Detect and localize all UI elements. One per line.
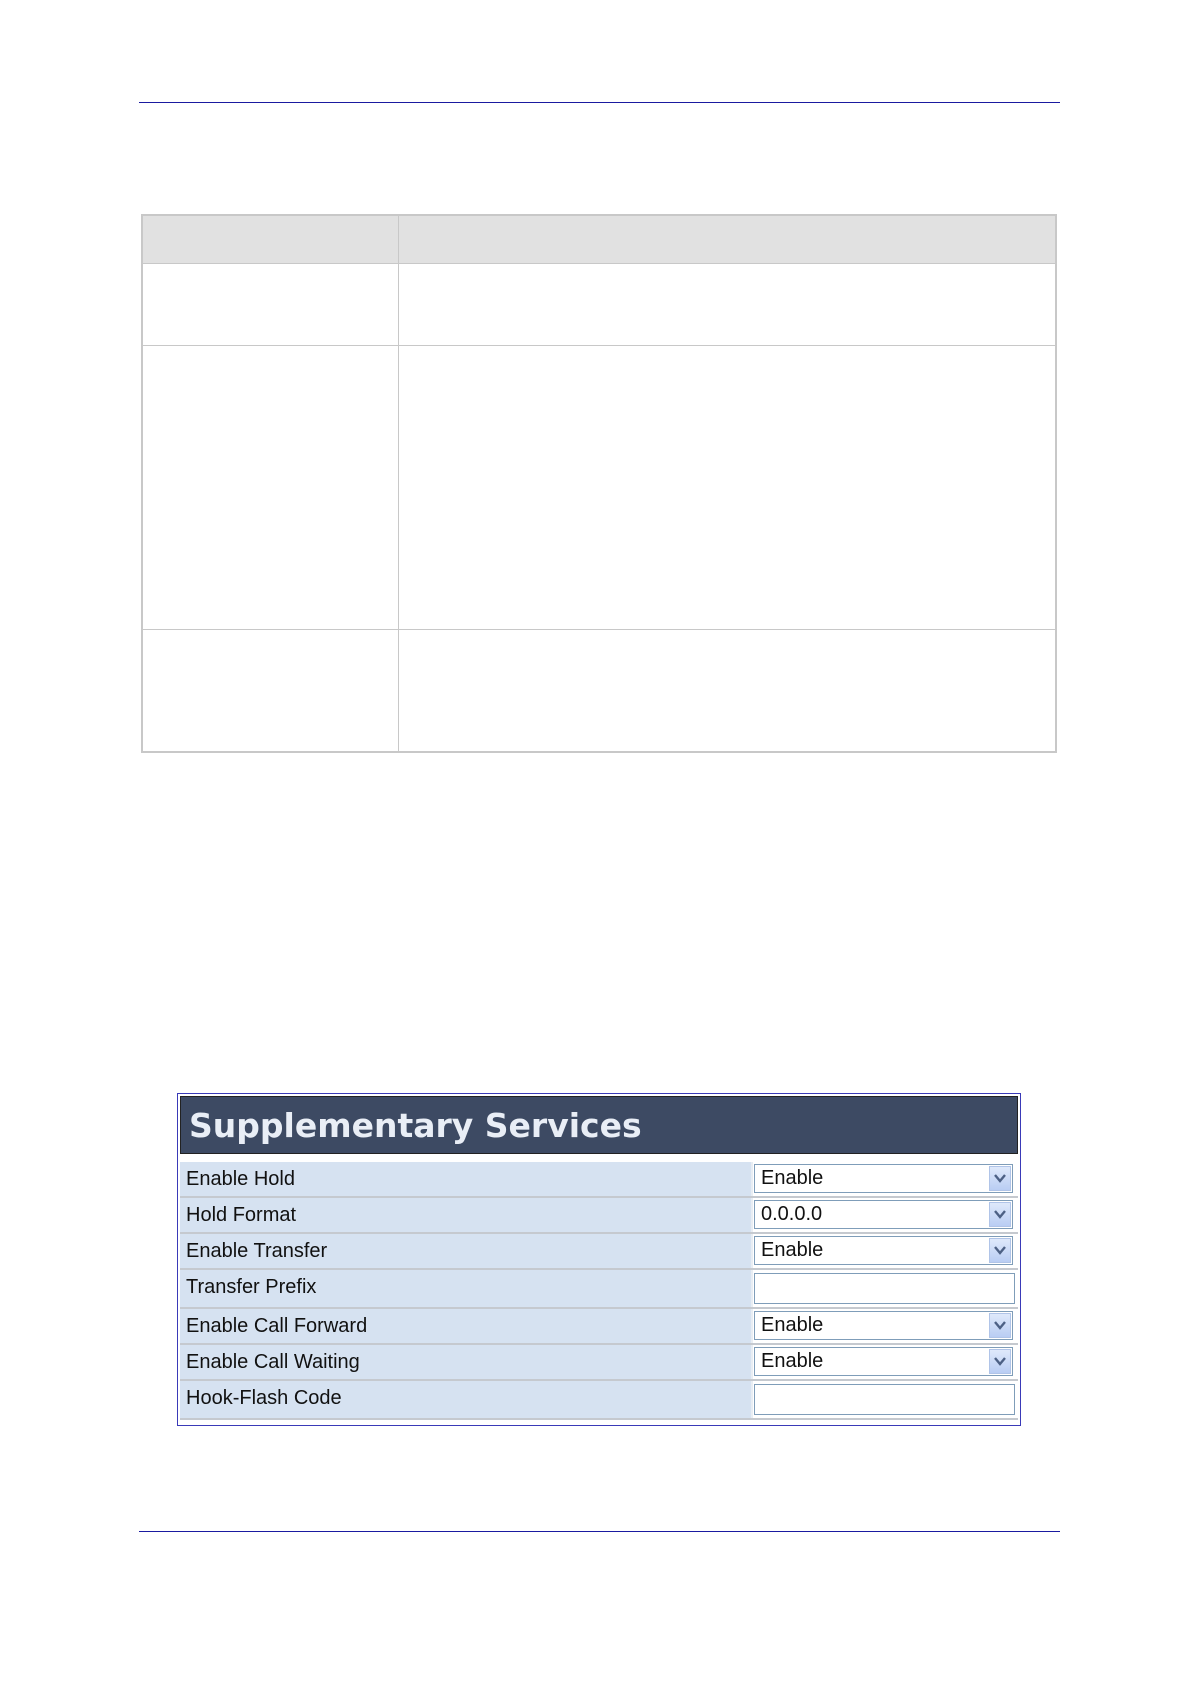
- setting-label: Enable Call Waiting: [180, 1345, 753, 1379]
- table-header-cell-parameter: [142, 215, 399, 264]
- select-value: 0.0.0.0: [761, 1203, 823, 1225]
- table-cell: [142, 264, 399, 346]
- table-cell: [142, 346, 399, 630]
- table-row: [142, 630, 1056, 752]
- chevron-down-icon[interactable]: [989, 1166, 1011, 1191]
- setting-row-enable-call-forward: [180, 1309, 1018, 1345]
- setting-row-hook-flash-code: [180, 1381, 1018, 1420]
- enable-call-waiting-select[interactable]: [754, 1347, 1013, 1376]
- panel-title: Supplementary Services: [180, 1096, 1018, 1154]
- footer-rule: [139, 1531, 1060, 1532]
- chevron-down-icon[interactable]: [989, 1238, 1011, 1263]
- setting-row-transfer-prefix: [180, 1270, 1018, 1309]
- select-value: Enable: [761, 1239, 824, 1261]
- table-row: [142, 264, 1056, 346]
- select-value: Enable: [761, 1350, 824, 1372]
- setting-label: Transfer Prefix: [180, 1270, 753, 1307]
- table-cell: [399, 346, 1057, 630]
- select-value: Enable: [761, 1167, 824, 1189]
- select-value: Enable: [761, 1314, 824, 1336]
- enable-call-forward-select[interactable]: [754, 1311, 1013, 1340]
- chevron-down-icon[interactable]: [989, 1313, 1011, 1338]
- table-cell: [399, 264, 1057, 346]
- table-cell: [142, 630, 399, 752]
- setting-label: Hook-Flash Code: [180, 1381, 753, 1418]
- supplementary-services-panel: [177, 1093, 1021, 1426]
- table-cell: [399, 630, 1057, 752]
- setting-label: Enable Transfer: [180, 1234, 753, 1268]
- setting-label: Enable Hold: [180, 1162, 753, 1196]
- parameter-table: [141, 214, 1057, 753]
- enable-hold-select[interactable]: [754, 1164, 1013, 1193]
- hook-flash-code-input[interactable]: [754, 1384, 1015, 1415]
- chevron-down-icon[interactable]: [989, 1202, 1011, 1227]
- setting-label: Enable Call Forward: [180, 1309, 753, 1343]
- setting-row-enable-hold: [180, 1162, 1018, 1198]
- setting-label: Hold Format: [180, 1198, 753, 1232]
- table-header-row: [142, 215, 1056, 264]
- header-rule: [139, 102, 1060, 103]
- chevron-down-icon[interactable]: [989, 1349, 1011, 1374]
- table-header-cell-description: [399, 215, 1057, 264]
- enable-transfer-select[interactable]: [754, 1236, 1013, 1265]
- setting-row-enable-transfer: [180, 1234, 1018, 1270]
- transfer-prefix-input[interactable]: [754, 1273, 1015, 1304]
- setting-row-hold-format: [180, 1198, 1018, 1234]
- table-row: [142, 346, 1056, 630]
- setting-row-enable-call-waiting: [180, 1345, 1018, 1381]
- hold-format-select[interactable]: [754, 1200, 1013, 1229]
